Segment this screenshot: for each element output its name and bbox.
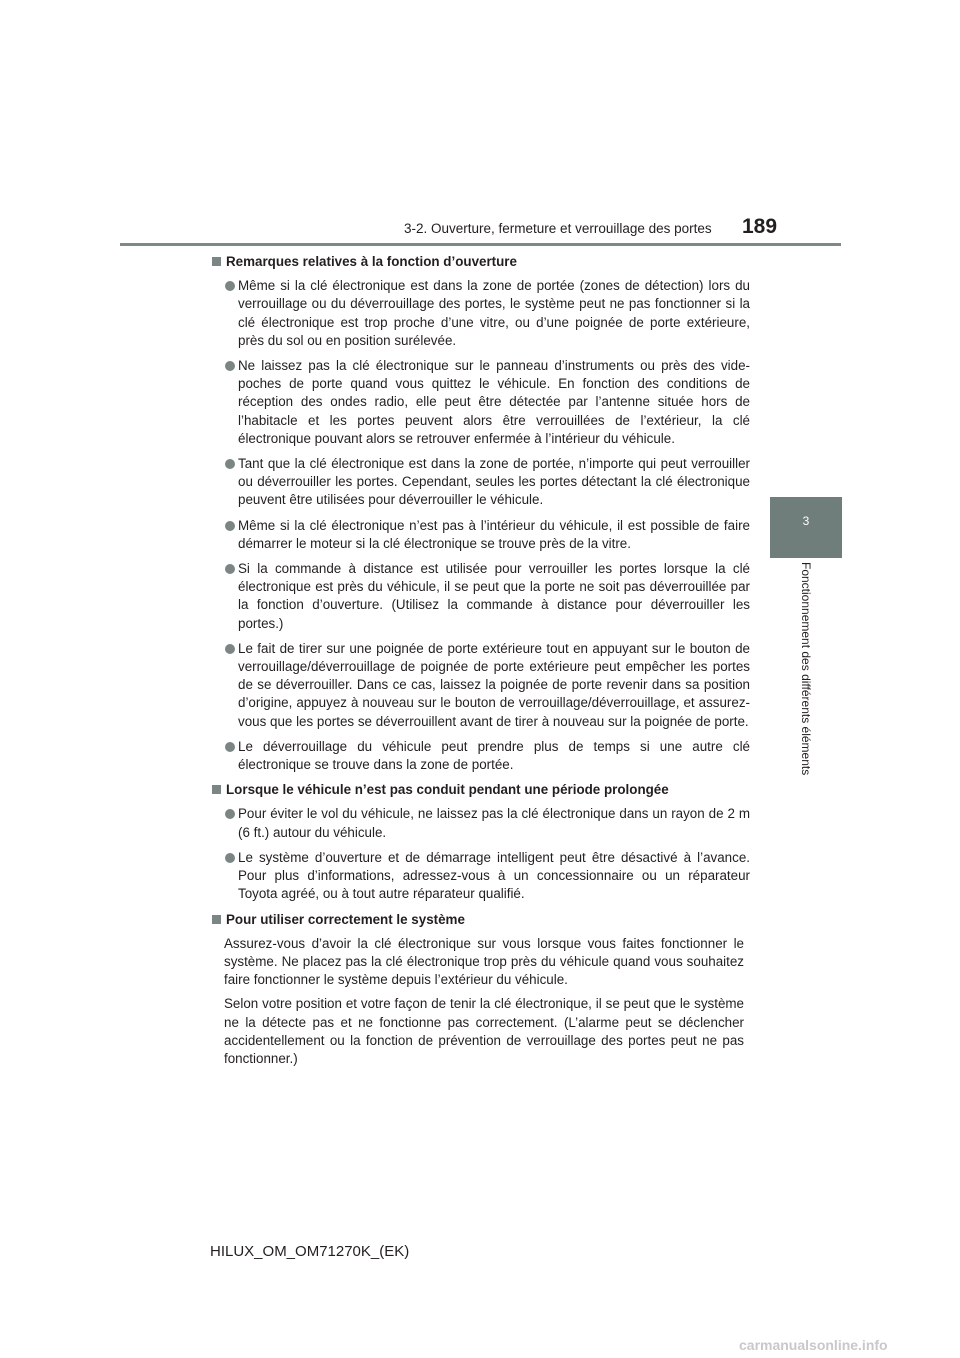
circle-bullet-icon [225, 644, 235, 654]
list-item [210, 455, 750, 510]
body-paragraph: Assurez-vous d’avoir la clé électronique sur vous lorsque vous faites fonctionner le système. Ne placez pas la clé électronique trop près du véhicule quand vous souhaitez faire fonctionner le système depuis l’extérieur du véhicule. [224, 935, 744, 988]
chapter-side-title: Fonctionnement des différents éléments [799, 562, 813, 776]
circle-bullet-icon [225, 521, 235, 531]
circle-bullet-icon [225, 853, 235, 863]
chapter-tab [770, 497, 842, 558]
section-heading [210, 911, 750, 929]
page-number: 189 [742, 215, 778, 238]
circle-bullet-icon [225, 564, 235, 574]
section-heading [210, 781, 750, 799]
page-content [210, 253, 750, 1074]
list-item [210, 277, 750, 350]
list-item [210, 849, 750, 904]
circle-bullet-icon [225, 809, 235, 819]
chapter-section-title: 3-2. Ouverture, fermeture et verrouillage des portes [404, 221, 712, 236]
section-heading [210, 253, 750, 271]
circle-bullet-icon [225, 281, 235, 291]
circle-bullet-icon [225, 742, 235, 752]
square-bullet-icon [212, 915, 221, 924]
watermark: carmanualsonline.info [739, 1337, 888, 1353]
list-item [210, 517, 750, 553]
circle-bullet-icon [225, 459, 235, 469]
section-heading-text: Pour utiliser correctement le système [226, 911, 465, 927]
list-item-text: Le système d’ouverture et de démarrage intelligent peut être désactivé à l’avance. Pour plus d’informations, adressez-vous à un concessionnaire ou un réparateur Toyota agréé, ou à tout autre réparateur qualifié. [238, 849, 750, 902]
list-item-text: Le fait de tirer sur une poignée de porte extérieure tout en appuyant sur le bouton de verrouillage/déverrouillage de poignée de porte extérieure peut empêcher les portes de se déverrouiller. Dans ce cas, laissez la poignée de porte revenir dans sa position d’origine, appuyez à nouveau sur le bouton de verrouillage/déverrouillage, et assurez-vous que les portes se déverrouillent avant de tirer à nouveau sur la poignée de porte. [238, 640, 750, 729]
square-bullet-icon [212, 785, 221, 794]
list-item-text: Si la commande à distance est utilisée pour verrouiller les portes lorsque la clé électronique est près du véhicule, il se peut que la porte ne soit pas déverrouillée par la fonction d’ouverture. (Utilisez la commande à distance pour déverrouiller les portes.) [238, 561, 750, 631]
list-item-text: Le déverrouillage du véhicule peut prendre plus de temps si une autre clé électronique se trouve dans la zone de portée. [238, 738, 750, 773]
list-item-text: Même si la clé électronique est dans la zone de portée (zones de détection) lors du verrouillage ou du déverrouillage des portes, le système peut ne pas fonctionner si la clé électronique est trop proche d’une vitre, ou d’une poignée de porte extérieure, près du sol ou en position surélevée. [238, 278, 750, 348]
list-item [210, 738, 750, 774]
list-item [210, 357, 750, 448]
list-item [210, 805, 750, 841]
list-item-text: Pour éviter le vol du véhicule, ne laissez pas la clé électronique dans un rayon de 2 m (6 ft.) autour du véhicule. [238, 806, 750, 840]
circle-bullet-icon [225, 361, 235, 371]
list-item-text: Ne laissez pas la clé électronique sur le panneau d’instruments ou près des vide-poches de porte quand vous quittez le véhicule. En fonction des conditions de réception des ondes radio, elle peut être détectée par l’antenne située hors de l’habitacle et les portes peuvent alors être verrouillées de l’extérieur, la clé électronique pouvant alors se retrouver enfermée à l’intérieur du véhicule. [238, 358, 750, 446]
list-item [210, 640, 750, 731]
square-bullet-icon [212, 257, 221, 266]
document-code: HILUX_OM_OM71270K_(EK) [210, 1243, 410, 1260]
chapter-tab-number: 3 [802, 514, 810, 528]
list-item-text: Tant que la clé électronique est dans la zone de portée, n’importe qui peut verrouiller ou déverrouiller les portes. Cependant, seules les portes détectant la clé électronique peuvent être utilisées pour déverrouiller le véhicule. [238, 456, 750, 508]
body-paragraph: Selon votre position et votre façon de tenir la clé électronique, il se peut que le système ne la détecte pas et ne fonctionne pas correctement. (L’alarme peut se déclencher accidentellement ou la fonction de prévention de verrouillage des portes peut ne pas fonctionner.) [224, 996, 744, 1066]
section-heading-text: Remarques relatives à la fonction d’ouverture [226, 254, 517, 269]
list-item-text: Même si la clé électronique n’est pas à l’intérieur du véhicule, il est possible de faire démarrer le moteur si la clé électronique se trouve près de la vitre. [238, 517, 750, 551]
header-divider [120, 243, 841, 246]
section-heading-text: Lorsque le véhicule n’est pas conduit pendant une période prolongée [226, 782, 669, 798]
list-item [210, 560, 750, 633]
